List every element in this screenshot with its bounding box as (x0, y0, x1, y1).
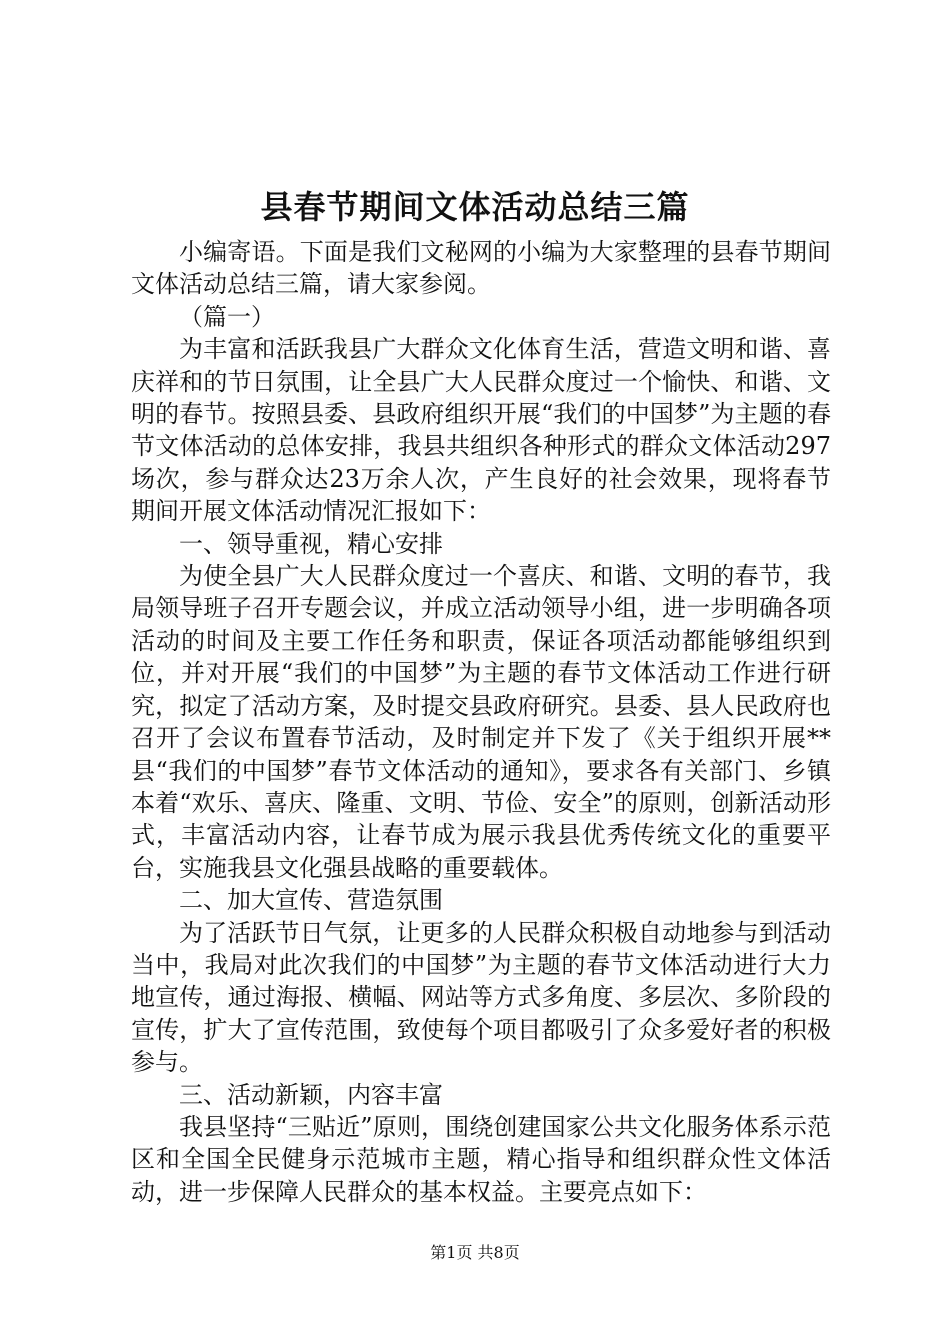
heading-two: 二、加大宣传、营造氛围 (179, 886, 443, 915)
document-title: 县春节期间文体活动总结三篇 (260, 188, 690, 226)
paragraph-publicity: 为了活跃节日气氛，让更多的人民群众积极自动地参与到活动当中，我局对此次我们的中国梦”为主题的春节文体活动进行大力地宣传，通过海报、横幅、网站等方式多角度、多层次、多阶段的宣传，扩大了宣传范围，致使每个项目都吸引了众多爱好者的积极参与。 (131, 918, 831, 1077)
heading-one: 一、领导重视，精心安排 (179, 529, 443, 558)
paragraph-section-label: （篇一） (179, 302, 275, 331)
document-body (131, 236, 831, 1208)
paragraph-activities: 我县坚持“三贴近”原则，围绕创建国家公共文化服务体系示范区和全国全民健身示范城市主题，精心指导和组织群众性文体活动，进一步保障人民群众的基本权益。主要亮点如下： (131, 1112, 831, 1206)
page-footer: 第1页 共8页 (430, 1243, 520, 1262)
paragraph-intro: 小编寄语。下面是我们文秘网的小编为大家整理的县春节期间文体活动总结三篇，请大家参阅。 (131, 238, 831, 299)
paragraph-overview: 为丰富和活跃我县广大群众文化体育生活，营造文明和谐、喜庆祥和的节日氛围，让全县广大人民群众度过一个愉快、和谐、文明的春节。按照县委、县政府组织开展“我们的中国梦”为主题的春节文体活动的总体安排，我县共组织各种形式的群众文体活动297场次，参与群众达23万余人次，产生良好的社会效果，现将春节期间开展文体活动情况汇报如下： (131, 335, 831, 526)
paragraph-leadership: 为使全县广大人民群众度过一个喜庆、和谐、文明的春节，我局领导班子召开专题会议，并成立活动领导小组，进一步明确各项活动的时间及主要工作任务和职责，保证各项活动都能够组织到位，并对开展“我们的中国梦”为主题的春节文体活动工作进行研究，拟定了活动方案，及时提交县政府研究。县委、县人民政府也召开了会议布置春节活动，及时制定并下发了《关于组织开展**县“我们的中国梦”春节文体活动的通知》，要求各有关部门、乡镇本着“欢乐、喜庆、隆重、文明、节俭、安全”的原则，创新活动形式，丰富活动内容，让春节成为展示我县优秀传统文化的重要平台，实施我县文化强县战略的重要载体。 (131, 562, 831, 882)
heading-three: 三、活动新颖，内容丰富 (179, 1080, 443, 1109)
